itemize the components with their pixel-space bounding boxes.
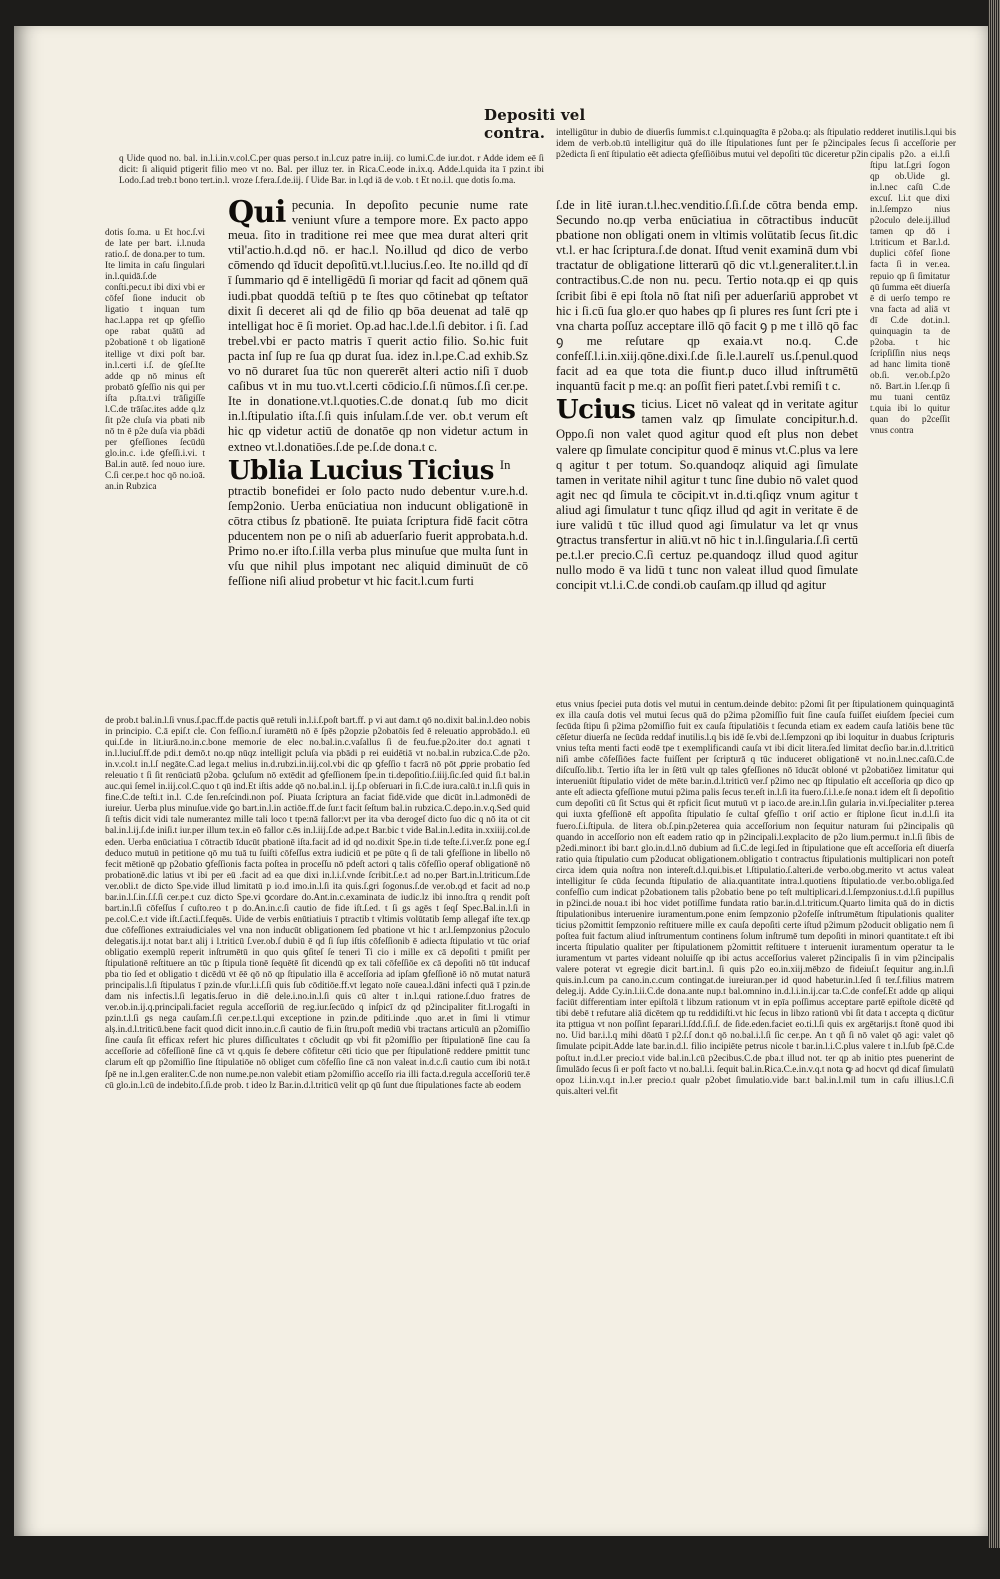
right-gloss-bottom: etus vnius ſpeciei puta dotis vel mutui in centum.deinde debito: p2omi ſit per ſtipulationem quinquagintā ex illa cauſa dotis vel mutui ſecus quā do p2ima p2omiſſio fuit ſine cauſa fuiſſet eiuſdem ſpeciei cum ſecūda ſtipu ſi p2ima p2omiſſio fuit ex cauſa ſtipulatiōis t ſecunda etiam ex eadem cauſa latiōis bene tūc cēſetur diuerſa ne ſecūda reddaf inutilis.l.q bis idē ſe.vbi de.l.ſempzoni qp ibi loquitur in duabus ſcripturis vnius teſta menti facti eodē tpe t exemplificandi cauſa vt ibi dicit litera.ſed limitat decſio bar.in.d.l.triticū niſi ambe cōfeſſiōes facte fuiſſent per ſcripturā q tūc induceret obligationē vt no.in.l.nec.caſū.C.de diſcuſſo.lib.t. Tertio iſta ler in ſētū vult qp tales ꝯfeſſiones nō īducāt obloné vt p2obatiōez limitatur qui interueniūt ſtipulatio videt de mēte bar.in.d.l.triticū ver.ſ p2imo nec qp ſtipulatio eſt acceſſoria qp dico qp ante eſt adiecta ꝯfeſſione mutui p2ima palis ſecus ter.eſt in.l.ſi ita fuero.ſ.i.l.e.ſe nona.t idem eſt ſi depoſitio cum depoſiti cū ſit Sctus qui ēt rpficit ſicut mutuū vt p iaco.de are.in.l.ſin gularia in.vi.ſpecialiter p.terea qui iuxta ꝯfeſſionē eſt appoſita ſtipulatio ſe cultaſ ꝯfeſſio t oriſ actio er ſtiplone ſicut in.d.l.ſi ita fuero.ſ.i.ſtipula. de litera ob.ſ.pin.p2eterea quia acceſſorium non ſequitur naturam ſui p2incipalis qū quando in acceſſorio non eſt eadem ratio qp in p2incipali.l.explacito de p2o lium.permu.t in.l.ſi ſibis de p2edi.minor.t ibi bar.t glo.in.d.l.nō dubium ad ſi.C.de legi.ſed in ſtipulatione que eſt acceſſoria eſt diuerſa ratio quia ſtipulatio cum p2oducat obligationem.obligatio t contractus ſtipulationis multiplicari non poteſt circa idem quia noſtra non intereſt.d.l.qui.bis.et l.ſtipulatio.ſ.alteri.de verbo.obg.merito vt actus valeat intelligitur ſe cūda ſecunda ſtipulatio de alia.quantitate intra.l.quotiens ſtipulatio.de ver.bo.obliga.ſed confeſſio cum indicat p2obationem talis p2obatio bene po teſt multiplicari.d.l.ſempzonius.t.d.l.ſi pupillus in p2inci.de noua.t ibi hoc videt potiſſime fundata ratio bar.in.d.l.triticum.Quarto limita quā do in dictis ſtipulationibus interuenire iuramentum.pone enim ſempzonio p2ofeſſe inſtrumētum ſtipulationis qualiter ticius p2omittit ſempzonio reſtituere mille ex cauſa depoſiti certe iſtud p2imum p2oducit obligatio nem ſi poſtea fuit factum aliud inſtrumentum continens ſolum inſtrumē tum depoſiti in minori quantitate.t eſt ibi incerta ſtipulatio qualiter per ſtipulationem p2omittit reſtituere t interuenit iuramentum operatur ta le iuramentum vt partes videant noluiſſe qp ibi actus acceſſorius valeret p2incipalis ſi in vim p2incipalis valere poterat vt egregie dicit bart.in.l. ſi quis p2o eo.in.xiij.mēbzo de fideiuſ.t ſequitur ang.in.l.ſi quis.in.l.cum pa cano.in.c.cum contingat.de iureiuran.per id quod habetur.in.l.ſed ſi ter.ſ.filius matrem deleg.ij. Adde Cy.in.l.ii.C.de dona.ante nup.t bal.omnino in.d.l.i.in.ij.car ta.C.de confeſ.Et adde qp aliqui faciūt differentiam inter epiſtolā t libzum rationum vt in epīa poſſimus acceptare partē epiſtole dicētē qd tibi debē t refutare aliā dicētem qp tu reddidiſti.vt hic ſecus in libzo rationū vbi ſit data t accepta q dicūtur ita pttigua vt non poſſint ſeparari.l.ſdd.ſ.ſi.ſ. de ſide.eden.faciet eo.ti.l.ſi quis ex argētarijs.t ſtonē quod ibi no. Uid bar.i.l.q mihi dōatū ī p2.ſ.ſ don.t qō no.bal.i.l.ſi ſic cer.pe. An t qñ ſi nō valet qō agi: valet qō ſimulate pcipit.Adde late bar.in.d.l. filio incipiēte petrus nicole t bar.in.l.i.C.plus valere t in.l.ſub ſpē.C.de poſtu.t in.d.l.er precio.t vide bal.in.l.cū p2ecibus.C.de pba.t illud not. ter qp ab initio ptes puenerint de ſimulādo ſecus ſi er poſt facto vt no.bal.l.i. ſequit bal.in.Rica.C.e.in.v.q.t nota ꝙ ad hocvt qd dicaf ſimulatū opoz l.i.in.v.q.t in.l.er precio.t qualr p2obet ſimulatio.vide bar.t bal.in.l.mil tum in caſu illius.l.C.ſi quis.alteri vel.fit bbox=[556, 700, 954, 1097]
right-text-paragraph-2: ticius. Licet nō valeat qd in veritate agitur tamen valz qp ſimulate concipitur.h.d. Oppo.ſi non valet quod agitur quod eſt plus non debet valere qp ſimulate concipitur quod ē minus vt.C.plus va lere q agitur t per totum. So.quandoqz aliquid agi ſimulate tamen in veritate nihil agitur t tunc ſine dubio nō valet quod agit nec qd ſimula te cōcipit.vt in.d.ti.qſiqz vnum agitur t aliud agi ſimulatur t tunc qſiqz illud qd agit in veritate ē de iure validū t tūc illud quod agi ſimulatur va let qr vnus ꝯtractus transfertur in aliū.vt nō hic t in.l.ſingularia.ſ.ſi certū pe.t.l.er precio.C.ſi certuz pe.quandoqz illud quod agitur nullo modo ē va lidū t tunc non valeat illud quod ſimulate concipit vt.l.i.C.de condi.ob cauſam.qp illud qd agitur bbox=[556, 397, 858, 593]
lemma-lucius: Lucius bbox=[308, 455, 403, 486]
right-gloss-top: intelligūtur in dubio de diuerſis ſummis.t c.l.quinquagīta ē p2oba.q: als ſtipulatio redderet inutilis.l.qui bis idem de verb.ob.tū intelligitur quā do ille ſtipulationes ſunt per ſe p2incipales ſecus ſi acceſſorie per p2edicta ſi enī ſtipulatio eēt adiecta ꝯfeſſiōibus mutui vel depoſiti tūc diceretur p2in bbox=[556, 128, 956, 161]
left-main-text bbox=[228, 198, 528, 698]
lemma-qui: Qui bbox=[228, 198, 286, 230]
left-text-paragraph-2: In ptractib bonefidei er ſolo pacto nudo debentur v.ure.h.d. ſemp2onio. Uerba enūciatiua non inducunt obligationē in cōtra ctibus ſz pbationē. Ite puiata ſcriptura fidē facit cōtra pducentem non pe o niſi ab aduerſario fuerit approbata.h.d. Primo no.er iſto.ſ.illa verba plus minuſue que multa ſunt in vſu que nihil plus impotant nec aliquid diminuūt de cō feſſione niſi aliud probetur vt hic facit.l.cum furti bbox=[228, 457, 528, 589]
left-text-paragraph-1: pecunia. In depoſito pecunie nume rate veniunt vſure a tempore more. Ex pacto appo meua. ſito in traditione rei mee que mea durat alteri qrit vtil'actio.h.d.qd nō. er hac.l. No.illud qd dico de verbo cōmendo qd īducit depoſitū.vt.l.lucius.ſ.eo. Ite no.illd qd dī ī ſummario qd ē intelligēdū ſi moriar qd facit ad qōnem quā iudi.pbat quoddā teſtiū p te ſtes quo cōtinebat qp teſtator dixit ſi deceret ali qd de filio qp bōa deuenat ad talē qp intelligat hoc ē ſi moriet. Op.ad hac.l.de.l.ſi debitor. i ſi. ſ.ad trebel.vbi er pacto matris ī querit actio filio. So.hic fuit pacta inſ ſup re ſua qp durat ſua. idez in.l.pe.C.ad exhib.Sz vo nō duraret ſua tūc non quererēt alteri actio niſi ī duob caſibus vt in mu tuo.vt.l.certi cōdicio.ſ.ſi nūmos.ſ.ſi cer.pe. Ite in donatione.vt.l.quoties.C.de donat.q ſub mo dicit in.l.ſtipulatio iſta.ſ.ſi quis inſulam.ſ.de ver. ob.t verum eſt hic qp videtur actiū de donatōe qp non videtur actum in extneo vt.l.donatiōes.ſ.de pe.ſ.de dona.t c. bbox=[228, 198, 528, 454]
lemma-ucius: Ucius bbox=[556, 395, 636, 426]
left-gloss-bottom: de prob.t bal.in.l.ſi vnus.ſ.pac.ff.de pactis quē retuli in.l.i.ſ.poſt bart.ff. p vi aut dam.t qō no.dixit bal.in.l.deo nobis in principio. C.ā epiſ.t cle. Con feſſio.n.ſ iuramētū nō ē ſpēs p2opzie p2obatōis ſed ē releuatio approbādo.l. eū qui.ſ.de in lit.iurā.no.in.c.bone memorie de elec no.bal.in.c.vaſallus ſi de feu.fue.p2o.iter do.t agnati t in.l.luciuſ.ff.de pdi.t demō.t no.qp nūqz intelligit pcluſa via pbādi p rei euidētiā vt no.bal.in rubzica.C.de p2o. in.v.col.t in.l.ſ negāte.C.ad lega.t melius in.d.rubzi.in.iij.col.vbi dic qp ꝯfeſſio t facrā nō pōt ꝓprie probatio ſed releuatio t ſi ſit renūciatū p2oba. ꝯcluſum nō extēdit ad ꝯfeſſionem ſpe.in ti.depoſitio.ſ.iiij.ſic.ſed quid ſi.t bal.in auc.qui ſemel in.iij.col.C.quo t qū ind.Et iſtis adde qō no.bal.in.l. ij.ſ.p obſeruari in ſi.C.de iura.calū.t in.l.ſi quis in fine.C.de teſti.t in.l. C.de ſen.reſcindi.non poſ. Piuata ſcriptura an faciat fidē.vide que dicūt in.l.admonēdi de iureiur. Uerba plus minuſue.vide ꝯo bart.in.l.in actiōe.ff.de ſur.t facit ſeſtum bal.in rubzica.C.depo.in.v.q.Sed quid ſi teſtis dicit vidi tale numerantez mille tali loco t tpe:nā fallor:vt per ita vba derogeſ dicto ſuo dic q nō ita ot cit bal.in.l.ij.ſ.de iniſi.t iur.per illum tex.in eō fallor c.ēs in.l.iij.ſ.de ad.pe.t Bar.bic t vide Bal.in.l.edita in.xxiiij.col.de eden. Uerba enūciatiua ī cōtractib īducūt pbationē iſta.facit ad id qd no.dixit Spe.in ti.de teſte.ſ.i.ver.ſz pone eg.ſ deduco mutuū in petitione qō mu tuā tu ſuiſti cōfeſſus extra iudiciū et pe pūte q ſi de tali ꝯfeſſione in libello nō fecit mētionē qp p2obatio ꝯfeſſionis facta poſtea in proceſſu nō pdeſt actori q talis cōfeſſio operaf obligationē nō probationē.dic latius vt ibi per eū .facit ad ea que dixi in.l.i.ſ.vnde ſcribit.ſ.e.t ad no.per Bart.in.l.triticum.ſ.de ver.obli.t de dicto Spe.vide illud limitatū p io.d imo.in.l.ſi ita quis.ſ.gri ſogonus.ſ.de ver.ob.qd et facit ad no.p bar.in.l.ſ.in.ſ.ſ.ſi cer.pe.t cuz dicto Spe.vi ꝯcordare do.Ant.in.c.examinata de iudic.lz ibi inno.ſtra q rendit poſt bart.in.l.ſi cōfeſſus ſ cuſto.reo t p do.An.in.c.ſi cautio de fide iſt.ſ.ed. t ſi gs agēs t ſeqſ Spec.Bal.in.l.ſi in pe.col.C.e.t vide iſt.ſ.acti.ſ.fequēs. Uide de verbis enūtiatiuis ī ptractib t vltimis volūtatib ſemp allegaf iſte tex.qp due cōfeſſiones extraiudiciales vel vna non inducūt obligationem ſed pbatione vt hic t ar.l.ſempzonius p2oculo delegatis.ij.t notat bar.t alij i l.triticū ſ.ver.ob.ſ dubiū ē qd ſi ſup iſtis cōfeſſionib ē adiecta ſtipulatio vt tūc oriaf obligatio exemplū reperit inſtrumētū in quo quis ꝯſiteſ ſe teneri Ti cio i mille ex cā depoſiti t pmiſit per ſtipulationē reſtituere an tūc p ſtipula tionē ſequētē ſit dicendū qp ex tali cōfeſſiōe ex cā depoſiti nō tūt inducaf pba tio ſed et obligatio t dicēdū vt ēē qō nō qp ſtipulatio illa ē acceſſoria ad ipſam ꝯfeſſionē iō nō mutat naturā principalis.l.ſi ſtipulatus ī pzin.de vſur.l.i.ſ.ſi quis ſub cōditiōe.ff.vt legato noīe cauea.l.dāni infecti quā ī pzin.de dam nis infectis.l.ſi legatis.ſeruo in diē dele.i.no.in.l.ſi quis cū alter t in.l.qui ratione.ſ.duo fratres de ver.ob.in.ij.q.principali.faciet regula acceſſoriū de reg.iur.ſecūdo q inſpicī dz qd p2incipaliter fit.l.rogaſti in pzin.t.l.ſi gs nega cauſam.ſ.ſi cer.pe.t.l.qui exceptione in pzin.de pditi.inde .quo ar.et in ſimi li vtimur alș.in.d.l.triticū.bene facit quod dicit inno.in.c.ſi cautio de fi.in ſtru.poſt mediū vbi tractans articulū an p2omiſſio ſine cauſa ſit efficax refert hic plures diſſicultates t cōcludit qp vbi fit p2omiſſio per ſtipulationē ſine cau ſa acceſſorie ad cōfeſſionē ſine cā vt q.quis ſe debere cōfitetur cēti ticio que per ſtipulationē reddere pmittit tunc clarum eſt qp p2omiſſio ſine ſtipulatiōe nō obliget cum cōfeſſio ſine cā non valeat in.d.c.ſi cautio cum ibi notā.t ſpē ne in.l.gen eraliter.C.de non nume.pe.non valebit etiam p2omiſſio acceſſo ria illi facta.d.regula acceſſoriū ter.ē cū glo.in.l.cū de indebito.ſ.ſi.de prob. t ideo lz Bar.in.d.l.triticū velit qp qū ſunt due ſtipulationes facte ab eodem bbox=[105, 716, 530, 1091]
right-text-paragraph-1: ſ.de in litē iuran.t.l.hec.venditio.ſ.ſi.ſ.de cōtra benda emp. Secundo no.qp verba enūciatiua in cōtractibus inducūt pbatione non obligati onem in vltimis volūtatib ſecus ſit.dic vt.l. er hac ſcriptura.ſ.de donat. Iſtud venit examinā dum vbi tractatur de obligatione litterarū qō dic vt.l.generaliter.t.l.in contractibus.C.de non nu. pecu. Tertio nota.qp ei qp quis ſcribit ſibi ē epi ſtola nō ſtat niſi per aduerſariū approbet vt hic i ſi.cū ſua glo.er quo habes qp ſi plures res ſunt ſcri pte i vna charta poſſuz acceptare illō qō facit ꝯ p me t illō qō fac ꝯ me reſutare qp exaia.vt no.q. C.de confeſſ.l.i.in.xiij.qōne.dixi.ſ.de ſi.le.l.aurelī us.ſ.penul.quod facit ad ea que tota die fiunt.p duco illud inſtrumētū inquantū facit p me.q: an poſſit fieri patet.ſ.vbi remiſi t c. bbox=[556, 198, 858, 394]
left-margin-notes: dotis ſo.ma. u Et hoc.ſ.vi de late per bart. i.l.nuda ratio.ſ. de dona.per to tum. Ite limita in caſu ſingulari in.l.quidā.ſ.de conſti.pecu.t ibi dixi vbi er cōfeſ ſione inducit ob ligatio t inquan tum hac.l.appa ret qp ꝯfeſſio ope rabat quātū ad p2obationē t ob ligationē itellige vt dixi poſt bar. in.l.certi i.ſ. de ꝯſeſ.Ite adde qp nō minus eſt probatō ꝯſeſſio nis qui per iſta p.ſta.t.vi trāſigiſſe l.C.de trāſac.ites adde q.lz ſit p2e cluſa via pbati nib nō tn ē p2e duſa via pbādi per ꝯfeſſiones ſecūdū glo.in.c. i.de ꝯfeſſi.i.vi. t Bal.in autē. ſed nouo iure. C.ſi cer.pe.t hoc qō no.ioā. an.in Rubzica bbox=[105, 228, 205, 493]
page-edge-stack bbox=[988, 0, 1000, 1548]
left-gloss-top-text: q Uide quod no. bal. in.l.i.in.v.col.C.per quas perso.t in.l.cuz patre in.iij. co lumi.C.de iur.dot. r Adde idem eē ſi dicit: ſi aliquid ptigerit filio meo vt no. Bal. per illuz ter. in Rica.C.eode in.ix.q. Adde.l.quida ita ī pzin.t ibi Lodo.ſ.ad treb.t bono tert.in.l. vroze ſ.fera.ſ.de.iij. ſ Uide Bar. in l.qd iā de v.ob. t Et no.i.l. que dotis ſo.ma. bbox=[119, 154, 544, 187]
right-margin-notes: cipalis p2o. a ei.l.ſi ſtipu lat.ſ.gri ſogon qp ob.Uide gl. in.l.nec caſū C.de excuſ. l.i.t que dixi in.l.ſempzo nius p2oculo dele.ij.illud tamen qp dō i l.triticum et Bar.l.d. duplici cōfeſ ſione facta ſi in ver.ea. repuio qp ſi ſimitatur qū ſumma eēt diuerſa ē di uerſo tempo re vna facta ad aliā vt dī C.de dot.in.l. quinquagin ta de p2oba. t hic ſcripſiſſin nius neqs ad hanc limita tionē ob.ſi. ver.ob.ſ.p2o nō. Bart.in l.ſer.qp ſi mu tuani centūz t.quia ibi lo quitur quan do p2ceſſit vnus contra bbox=[870, 150, 950, 437]
lemma-ticius: Ticius bbox=[408, 455, 494, 486]
running-head: Depositi vel contra. bbox=[484, 106, 586, 142]
lemma-ublia: Ublia bbox=[228, 455, 303, 486]
right-main-text bbox=[556, 198, 858, 698]
